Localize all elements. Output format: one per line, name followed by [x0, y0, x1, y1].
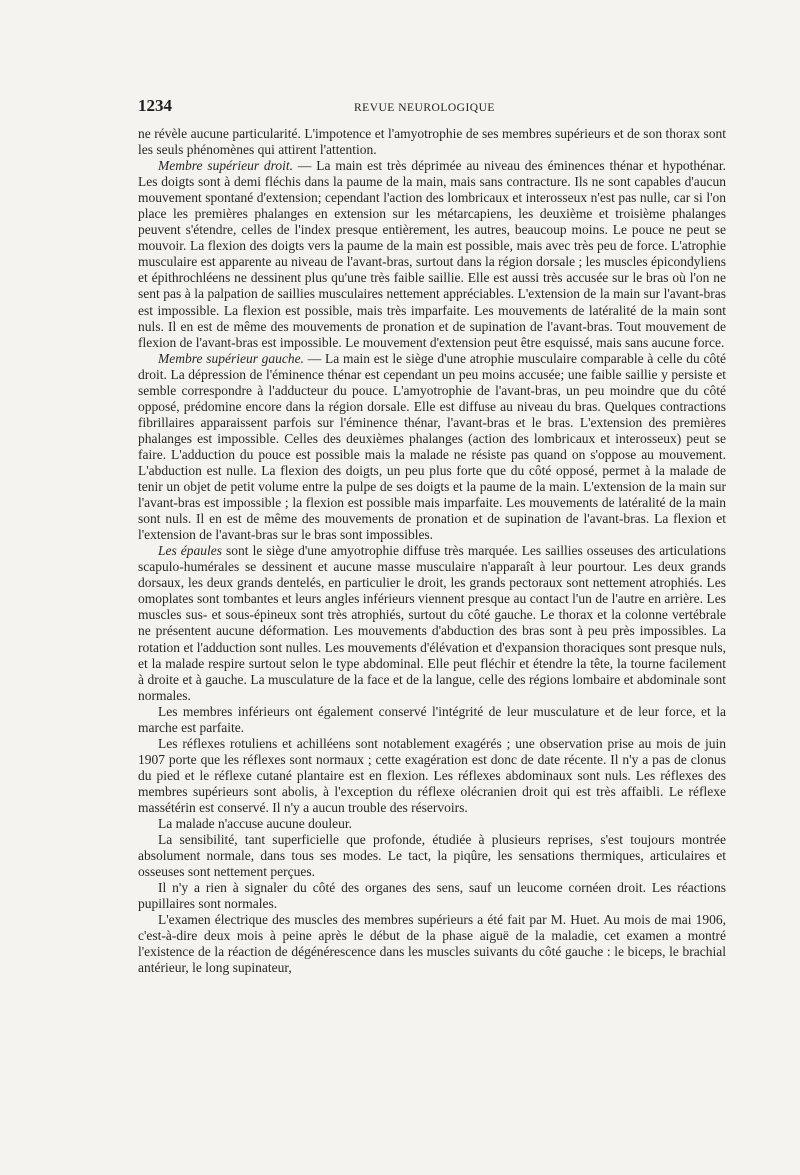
paragraph-text: ne révèle aucune particularité. L'impotence et l'amyotrophie de ses membres supérieurs et de son thorax sont les seuls phénomènes qui attirent l'attention.	[138, 126, 726, 158]
running-header	[138, 96, 726, 114]
paragraph	[138, 816, 726, 832]
paragraph-text: Les membres inférieurs ont également conservé l'intégrité de leur musculature et de leur force, et la marche est parfaite.	[138, 703, 726, 735]
paragraph-text: La sensibilité, tant superficielle que profonde, étudiée à plusieurs reprises, s'est toujours montrée absolument normale, dans tous ses modes. Le tact, la piqûre, les sensations thermiques, articulaires et osseuses sont nettement perçues.	[138, 832, 726, 880]
paragraph-text: sont le siège d'une amyotrophie diffuse très marquée. Les saillies osseuses des articulations scapulo-humérales se dessinent et aucune masse musculaire n'apparaît à leur pourtour. Les deux grands dorsaux, les deux grands dentelés, en particulier le droit, les grands pectoraux sont nettement atrophiés. Les omoplates sont tombantes et leurs angles inférieurs viennent presque au contact l'un de l'autre en arrière. Les muscles sus- et sous-épineux sont très atrophiés, surtout du côté gauche. Le thorax et la colonne vertébrale ne présentent aucune déformation. Les mouvements d'abduction des bras sont à peu près impossibles. La rotation et l'adduction sont nulles. Les mouvements d'élévation et d'expansion thoraciques sont presque nuls, et la malade respire surtout selon le type abdominal. Elle peut fléchir et étendre la tête, la tourne facilement à droite et à gauche. La musculature de la face et de la langue, celle des régions lombaire et abdominale sont normales.	[138, 543, 726, 703]
paragraph	[138, 912, 726, 976]
paragraph	[138, 704, 726, 736]
paragraph-lead: Membre supérieur gauche.	[158, 350, 305, 366]
paragraph-text: Les réflexes rotuliens et achilléens sont notablement exagérés ; une observation prise au mois de juin 1907 porte que les réflexes sont normaux ; cette exagération est donc de date récente. Il n'y a pas de clonus du pied et le réflexe cutané plantaire est en flexion. Les réflexes abdominaux sont nuls. Les réflexes des membres supérieurs sont abolis, à l'exception du réflexe olécranien droit qui est très affaibli. Le réflexe massétérin est conservé. Il n'y a aucun trouble des réservoirs.	[138, 735, 726, 815]
paragraph	[138, 880, 726, 912]
paragraph-text: — La main est très déprimée au niveau des éminences thénar et hypothénar. Les doigts sont à demi fléchis dans la paume de la main, mais sans contracture. Ils ne sont capables d'aucun mouvement spontané d'extension; cependant l'action des lombricaux et interosseux n'est pas nulle, car si l'on place les premières phalanges en extension sur les métarcapiens, les deuxième et troisième phalanges peuvent s'étendre, celles de l'index presque entièrement, les autres, beaucoup moins. Le pouce ne peut se mouvoir. La flexion des doigts vers la paume de la main est possible, mais avec très peu de force. L'atrophie musculaire est apparente au niveau de l'avant-bras, surtout dans la région dorsale ; les muscles épicondyliens et épithrochléens ne dessinent plus qu'une très faible saillie. Elle est aussi très accusée sur le bras où l'on ne sent pas à la palpation de saillies musculaires nettement appréciables. L'extension de la main sur l'avant-bras est impossible. La flexion est possible, mais très imparfaite. Les mouvements de latéralité de la main sont nuls. Il en est de même des mouvements de pronation et de supination de l'avant-bras. Tout mouvement de flexion de l'avant-bras est impossible. Le mouvement d'extension peut être esquissé, mais sans aucune force.	[138, 158, 726, 350]
paragraph	[138, 832, 726, 880]
page-number: 1234	[138, 96, 172, 115]
paragraph	[138, 543, 726, 703]
paragraph-text: La malade n'accuse aucune douleur.	[158, 816, 352, 832]
paragraph-text: Il n'y a rien à signaler du côté des organes des sens, sauf un leucome cornéen droit. Les réactions pupillaires sont normales.	[138, 880, 726, 912]
journal-title: REVUE NEUROLOGIQUE	[354, 102, 495, 114]
paragraph	[138, 736, 726, 816]
paragraph	[138, 126, 726, 158]
paragraph-lead: Membre supérieur droit.	[158, 158, 294, 174]
body-text	[138, 126, 726, 976]
paragraph	[138, 351, 726, 544]
paragraph	[138, 158, 726, 351]
paragraph-text: — La main est le siège d'une atrophie musculaire comparable à celle du côté droit. La dépression de l'éminence thénar est cependant un peu moins accusée; une faible saillie y persiste et semble correspondre à l'adducteur du pouce. L'amyotrophie de l'avant-bras, un peu moindre que du côté opposé, prédomine encore dans la région dorsale. Elle est diffuse au niveau du bras. Quelques contractions fibrillaires apparaissent parfois sur l'éminence thénar, l'avant-bras et le bras. L'extension des premières phalanges est impossible. Celles des deuxièmes phalanges (action des lombricaux et interosseux) peut se faire. L'adduction du pouce est possible mais la malade ne résiste pas quand on s'oppose au mouvement. L'abduction est nulle. La flexion des doigts, un peu plus forte que du côté opposé, permet à la malade de tenir un objet de petit volume entre la pulpe de ses doigts et la paume de la main. L'extension de la main sur l'avant-bras est impossible ; la flexion est possible mais imparfaite. Les mouvements de latéralité de la main sont nuls. Il en est de même des mouvements de pronation et de supination de l'avant-bras. La flexion et l'extension de l'avant-bras sur le bras sont impossibles.	[138, 350, 726, 543]
paragraph-lead: Les épaules	[158, 543, 223, 559]
paragraph-text: L'examen électrique des muscles des membres supérieurs a été fait par M. Huet. Au mois de mai 1906, c'est-à-dire deux mois à peine après le début de la phase aiguë de la maladie, cet examen a montré l'existence de la réaction de dégénérescence dans les muscles suivants du côté gauche : le biceps, le brachial antérieur, le long supinateur,	[138, 912, 726, 976]
